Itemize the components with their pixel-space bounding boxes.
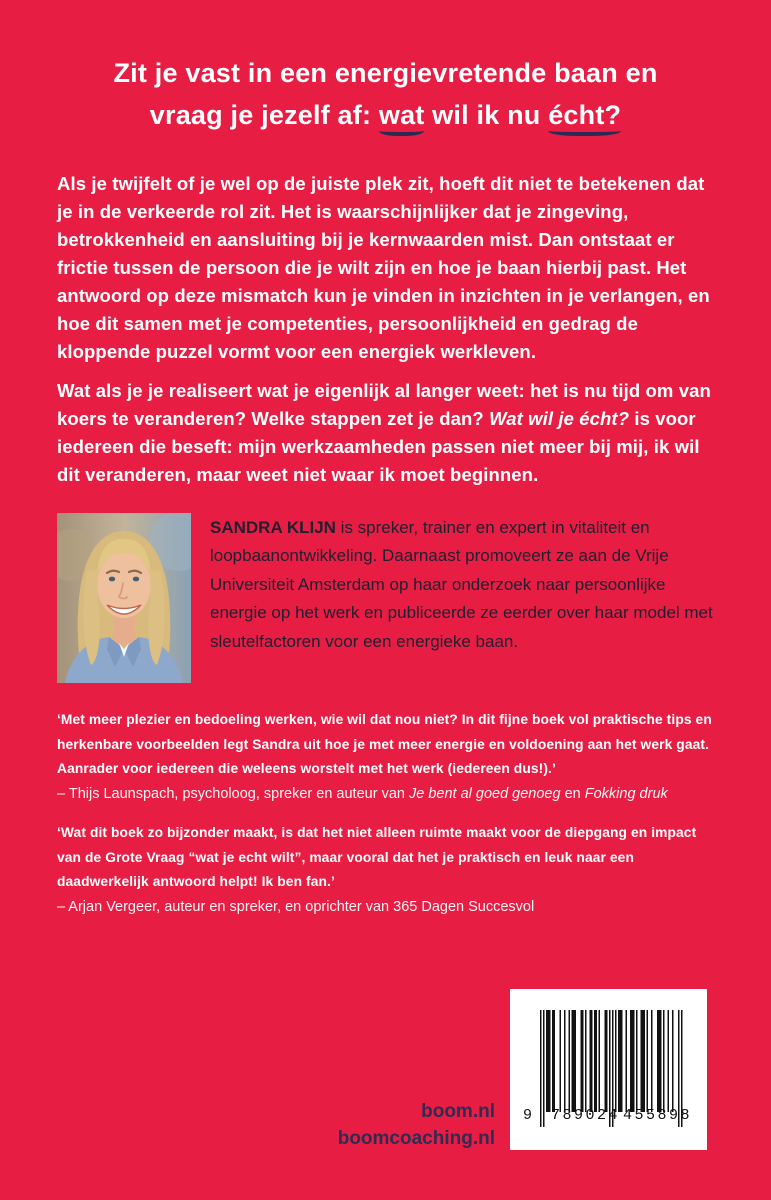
endorsement-quote-2 <box>57 821 714 919</box>
quote-text: ‘Met meer plezier en bedoeling werken, wie wil dat nou niet? In dit fijne boek vol praktische tips en herkenbare voorbeelden legt Sandra uit hoe je met meer energie en voldoening aan het werk gaat. Aanrader voor iedereen die weleens worstelt met het werk (iedereen dus!).’ <box>57 712 712 776</box>
book-title-italic: Wat wil je écht? <box>489 408 630 429</box>
page-title <box>57 52 714 136</box>
barcode-panel <box>510 989 707 1150</box>
author-bio: SANDRA KLIJN is spreker, trainer en expert in vitaliteit en loopbaanontwikkeling. Daarnaast promoveert ze aan de Vrije Universiteit Amsterdam op haar onderzoek naar persoonlijke energie op het werk en publiceerde ze eerder over haar model met sleutelfactoren voor een energieke baan. <box>210 518 713 651</box>
cited-book-2: Fokking druk <box>584 785 668 802</box>
isbn-group-1: 789024 <box>551 1107 621 1124</box>
title-line2: vraag je jezelf af: wat wil ik nu écht? <box>150 100 621 130</box>
underlined-word-wat: wat <box>379 101 425 136</box>
cited-book-1: Je bent al goed genoeg <box>408 785 561 802</box>
publisher-links <box>338 1098 495 1152</box>
endorsement-quote-1 <box>57 708 714 806</box>
publisher-url-boomcoaching: boomcoaching.nl <box>337 1128 495 1149</box>
quote-attribution: – Arjan Vergeer, auteur en spreker, en oprichter van 365 Dagen Succesvol <box>57 898 535 915</box>
isbn-lead-digit: 9 <box>523 1107 535 1124</box>
second-paragraph: Wat als je je realiseert wat je eigenlijk al langer weet: het is nu tijd om van koers te veranderen? Welke stappen zet je dan? Wat wil je écht? is voor iedereen die beseft: mijn werkzaamheden passen niet meer bij mij, ik wil dit veranderen, maar weet niet waar ik moet beginnen. <box>57 380 711 485</box>
quote-attribution: – Thijs Launspach, psycholoog, spreker en auteur van Je bent al goed genoeg en Fokking druk <box>57 785 668 802</box>
isbn-group-2: 455898 <box>623 1107 693 1124</box>
author-name: SANDRA KLIJN <box>210 518 336 537</box>
quote-text: ‘Wat dit boek zo bijzonder maakt, is dat het niet alleen ruimte maakt voor de diepgang en impact van de Grote Vraag “wat je echt wilt”, maar vooral dat het je praktisch en leuk naar een daadwerkelijk antwoord helpt! Ik ben fan.’ <box>57 825 697 889</box>
title-line1: Zit je vast in een energievretende baan en <box>113 58 658 88</box>
author-photo <box>57 513 191 683</box>
intro-paragraph: Als je twijfelt of je wel op de juiste plek zit, hoeft dit niet te betekenen dat je in de verkeerde rol zit. Het is waarschijnlijker dat je zingeving, betrokkenheid en aansluiting bij je kernwaarden mist. Dan ontstaat er frictie tussen de persoon die je wilt zijn en hoe je baan hierbij past. Het antwoord op deze mismatch kun je vinden in inzichten in je verlangen, en hoe dit samen met je competenties, persoonlijkheid en gedrag de kloppende puzzel vormt voor een energiek werkleven. <box>57 173 710 362</box>
publisher-url-boom: boom.nl <box>421 1101 495 1122</box>
underlined-word-echt: écht? <box>548 101 621 136</box>
author-section <box>57 513 714 683</box>
